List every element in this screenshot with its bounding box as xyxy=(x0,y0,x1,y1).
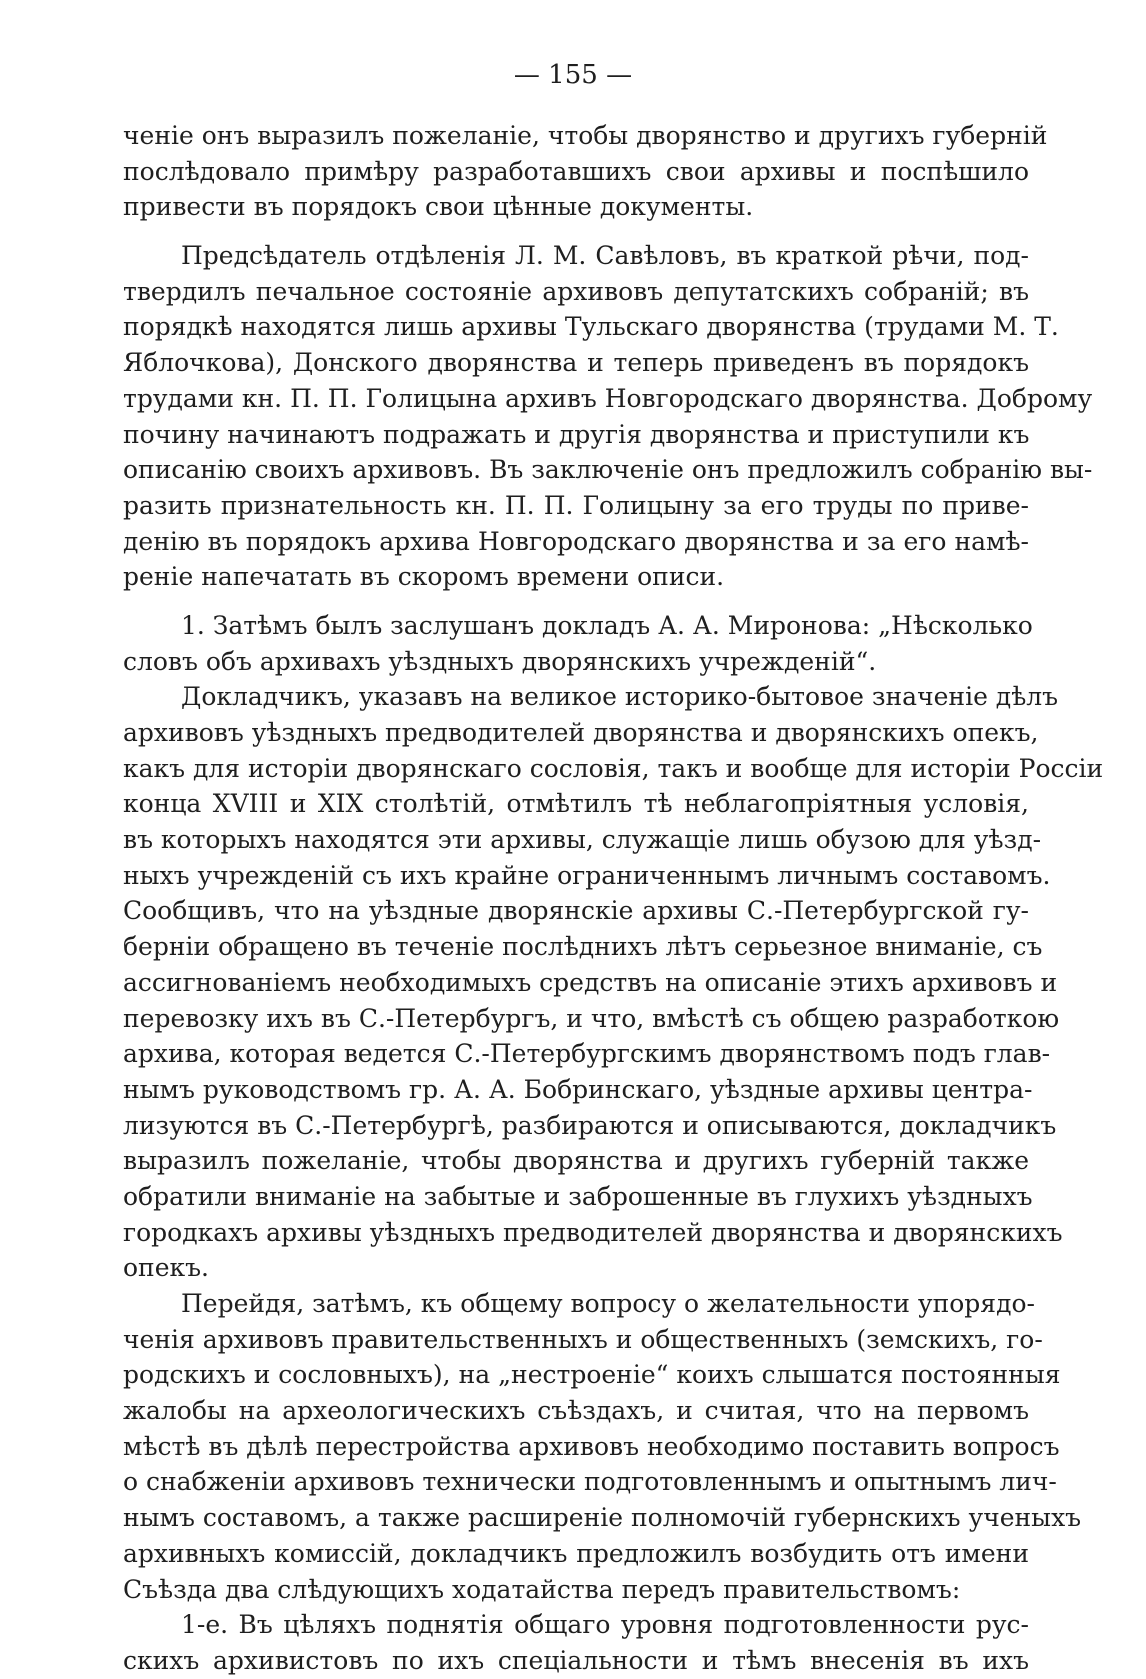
text-line: архивовъ уѣздныхъ предводителей дворянства и дворянскихъ опекъ, xyxy=(123,718,1039,747)
text-line: денію въ порядокъ архива Новгородскаго дворянства и за его намѣ- xyxy=(123,526,1029,556)
text-line: ченія архивовъ правительственныхъ и общественныхъ (земскихъ, го- xyxy=(123,1324,1043,1354)
text-line: Сообщивъ, что на уѣздные дворянскіе архивы С.-Петербургской гу- xyxy=(123,896,1029,926)
text-line: родскихъ и сословныхъ), на „нестроеніе“ коихъ слышатся постоянныя xyxy=(123,1360,1061,1390)
text-line: берніи обращено въ теченіе послѣднихъ лѣтъ серьезное вниманіе, съ xyxy=(123,932,1043,962)
text-line: описанію своихъ архивовъ. Въ заключеніе онъ предложилъ собранію вы- xyxy=(123,455,1093,485)
text-line: словъ объ архивахъ уѣздныхъ дворянскихъ учрежденій“. xyxy=(123,646,877,676)
text-line: Докладчикъ, указавъ на великое историко-бытовое значеніе дѣлъ xyxy=(181,682,1059,712)
text-line: ассигнованіемъ необходимыхъ средствъ на описаніе этихъ архивовъ и xyxy=(123,967,1058,997)
text-line: скихъ архивистовъ по ихъ спеціальности и тѣмъ внесенія въ ихъ xyxy=(123,1645,1029,1675)
text-line: Съѣзда два слѣдующихъ ходатайства передъ правительствомъ: xyxy=(123,1574,961,1604)
text-line: реніе напечатать въ скоромъ времени описи. xyxy=(123,562,725,592)
text-line: лизуются въ С.-Петербургѣ, разбираются и описываются, докладчикъ xyxy=(123,1110,1057,1140)
text-line: порядкѣ находятся лишь архивы Тульскаго дворянства (трудами М. Т. xyxy=(123,312,1059,342)
text-line: выразилъ пожеланіе, чтобы дворянства и другихъ губерній также xyxy=(123,1146,1029,1176)
text-line: привести въ порядокъ свои цѣнные документы. xyxy=(123,192,754,222)
text-line: о снабженіи архивовъ технически подготовленнымъ и опытнымъ лич- xyxy=(123,1467,1057,1497)
text-line: какъ для исторіи дворянскаго сословія, такъ и вообще для исторіи Россіи xyxy=(123,753,1104,783)
text-line: въ которыхъ находятся эти архивы, служащіе лишь обузою для уѣзд- xyxy=(123,825,1042,855)
text-line: опекъ. xyxy=(123,1253,209,1283)
text-line: городкахъ архивы уѣздныхъ предводителей дворянства и дворянскихъ xyxy=(123,1217,1063,1247)
text-line: архива, которая ведется С.-Петербургскимъ дворянствомъ подъ глав- xyxy=(123,1039,1051,1069)
text-line: твердилъ печальное состояніе архивовъ депутатскихъ собраній; въ xyxy=(123,276,1029,306)
text-line: 1-е. Въ цѣляхъ поднятія общаго уровня подготовленности рус- xyxy=(181,1610,1029,1640)
text-line: архивныхъ комиссій, докладчикъ предложилъ возбудить отъ имени xyxy=(123,1538,1029,1568)
text-line: трудами кн. П. П. Голицына архивъ Новгородскаго дворянства. Доброму xyxy=(123,383,1093,413)
text-line: нымъ руководствомъ гр. А. А. Бобринскаго, уѣздные архивы центра- xyxy=(123,1074,1033,1104)
text-line: ныхъ учрежденій съ ихъ крайне ограниченнымъ личнымъ составомъ. xyxy=(123,860,1051,890)
text-line: послѣдовало примѣру разработавшихъ свои архивы и поспѣшило xyxy=(123,156,1029,186)
text-line: перевозку ихъ въ С.-Петербургъ, и что, вмѣстѣ съ общею разработкою xyxy=(123,1003,1060,1033)
text-line: мѣстѣ въ дѣлѣ перестройства архивовъ необходимо поставить вопросъ xyxy=(123,1431,1060,1461)
text-line: Яблочкова), Донского дворянства и теперь приведенъ въ порядокъ xyxy=(123,348,1029,378)
text-line: конца XVIII и XIX столѣтій, отмѣтилъ тѣ неблагопріятныя условія, xyxy=(123,789,1029,819)
page-number: — 155 — xyxy=(513,60,633,90)
text-line: разить признательность кн. П. П. Голицыну за его труды по приве- xyxy=(123,490,1029,520)
text-line: 1. Затѣмъ былъ заслушанъ докладъ А. А. Миронова: „Нѣсколько xyxy=(181,610,1033,640)
body-text xyxy=(123,118,1104,1679)
text-line: почину начинаютъ подражать и другія дворянства и приступили къ xyxy=(123,419,1030,449)
text-line: жалобы на археологическихъ съѣздахъ, и считая, что на первомъ xyxy=(123,1396,1029,1426)
text-line: Предсѣдатель отдѣленія Л. М. Савѣловъ, въ краткой рѣчи, под- xyxy=(181,241,1029,271)
text-line: ченіе онъ выразилъ пожеланіе, чтобы дворянство и другихъ губерній xyxy=(123,121,1048,150)
text-line: обратили вниманіе на забытые и заброшенные въ глухихъ уѣздныхъ xyxy=(123,1181,1033,1211)
text-line: нымъ составомъ, а также расширеніе полномочій губернскихъ ученыхъ xyxy=(123,1503,1082,1533)
text-line: Перейдя, затѣмъ, къ общему вопросу о желательности упорядо- xyxy=(181,1289,1035,1318)
